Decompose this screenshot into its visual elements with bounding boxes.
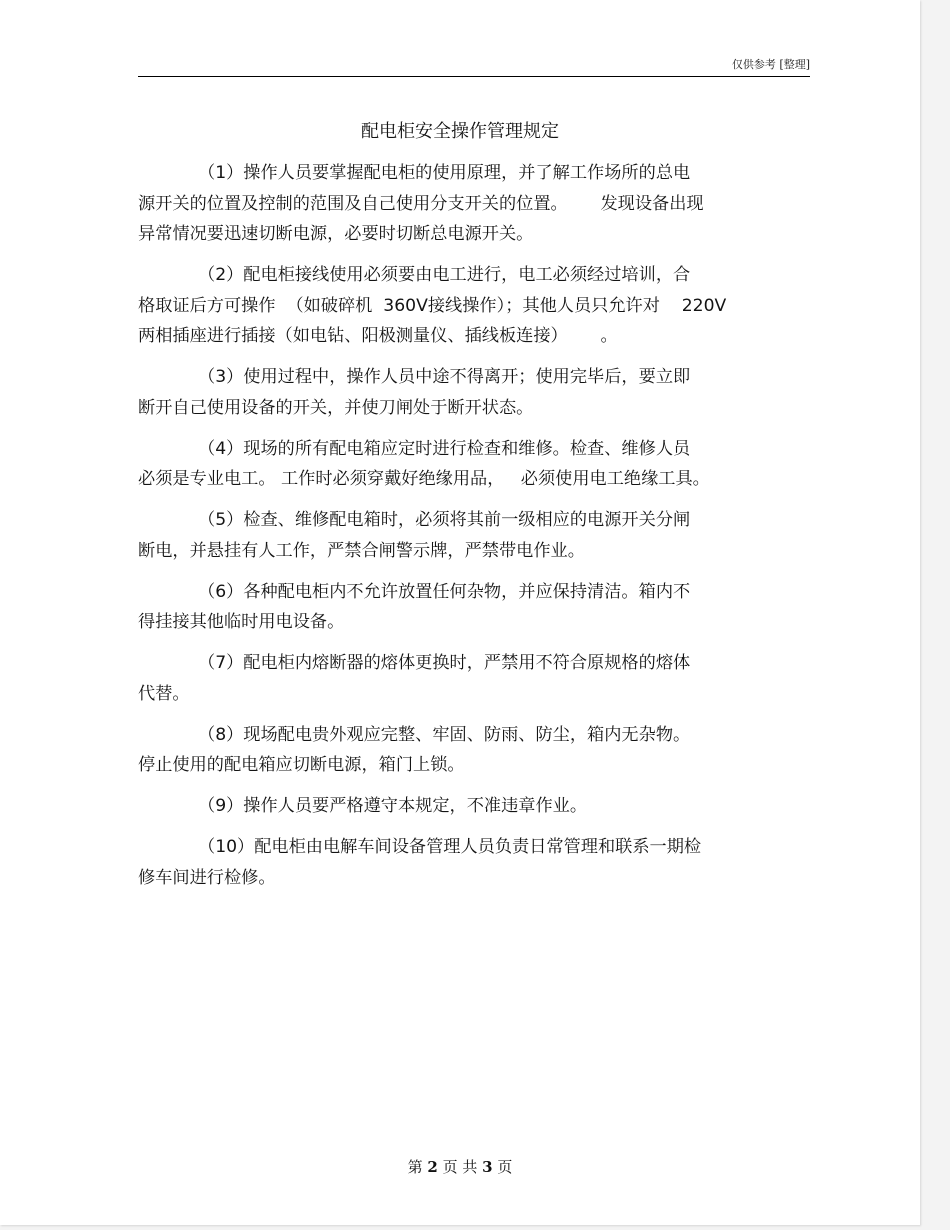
paragraph-gap [138, 822, 818, 832]
header-note: 仅供参考 [整理] [731, 58, 810, 71]
paragraph-line: （9）操作人员要严格遵守本规定，不准违章作业。 [198, 796, 588, 817]
paragraph-1 [138, 158, 818, 250]
paragraph-gap [138, 352, 818, 362]
paragraph-2 [138, 260, 818, 352]
paragraph-5 [138, 505, 818, 566]
paragraph-line: （6）各种配电柜内不允许放置任何杂物，并应保持清洁。箱内不 [198, 581, 691, 602]
paragraph-gap [138, 638, 818, 648]
paragraph-10 [138, 832, 818, 893]
paragraph-line: 源开关的位置及控制的范围及自己使用分支开关的位置。 发现设备出现 [138, 193, 704, 214]
footer-middle: 页 共 [442, 1158, 478, 1176]
paragraph-line: 代替。 [138, 683, 190, 704]
paragraph-line: 异常情况要迅速切断电源，必要时切断总电源开关。 [138, 224, 534, 245]
paragraph-line: （10）配电柜由电解车间设备管理人员负责日常管理和联系一期检 [198, 836, 702, 857]
paragraph-gap [138, 423, 818, 433]
paragraph-line: （8）现场配电贵外观应完整、牢固、防雨、防尘，箱内无杂物。 [198, 724, 691, 745]
paragraph-line: （5）检查、维修配电箱时，必须将其前一级相应的电源开关分闸 [198, 510, 691, 531]
paragraph-line: （2）配电柜接线使用必须要由电工进行，电工必须经过培训，合 [198, 265, 691, 286]
document-body [138, 158, 818, 893]
paragraph-3 [138, 362, 818, 423]
paragraph-line: 格取证后方可操作 （如破碎机 360V接线操作）；其他人员只允许对 220V [138, 295, 727, 316]
paragraph-gap [138, 250, 818, 260]
paragraph-4 [138, 434, 818, 495]
footer-suffix: 页 [497, 1158, 513, 1176]
paragraph-8 [138, 720, 818, 781]
paragraph-line: 两相插座进行插接（如电钻、阳极测量仪、插线板连接） 。 [138, 326, 618, 347]
page-footer [0, 1156, 920, 1177]
paragraph-line: 停止使用的配电箱应切断电源，箱门上锁。 [138, 755, 465, 776]
footer-current-page: 2 [427, 1158, 438, 1176]
paragraph-9 [138, 791, 818, 822]
paragraph-line: （1）操作人员要掌握配电柜的使用原理，并了解工作场所的总电 [198, 163, 691, 183]
paragraph-line: 断电，并悬挂有人工作，严禁合闸警示牌，严禁带电作业。 [138, 540, 585, 561]
paragraph-line: 必须是专业电工。 工作时必须穿戴好绝缘用品， 必须使用电工绝缘工具。 [138, 469, 710, 490]
paragraph-gap [138, 566, 818, 576]
paragraph-7 [138, 648, 818, 709]
paragraph-gap [138, 709, 818, 719]
page-header [138, 56, 810, 77]
paragraph-line: 断开自己使用设备的开关，并使刀闸处于断开状态。 [138, 397, 534, 418]
paragraph-line: （3）使用过程中，操作人员中途不得离开；使用完毕后，要立即 [198, 367, 691, 388]
paragraph-line: （7）配电柜内熔断器的熔体更换时，严禁用不符合原规格的熔体 [198, 653, 691, 674]
document-title: 配电柜安全操作管理规定 [361, 121, 559, 142]
paragraph-gap [138, 781, 818, 791]
footer-prefix: 第 [407, 1158, 423, 1176]
footer-total-pages: 3 [482, 1158, 493, 1176]
paragraph-6 [138, 577, 818, 638]
paragraph-line: 修车间进行检修。 [138, 867, 276, 888]
paragraph-line: 得挂接其他临时用电设备。 [138, 612, 345, 633]
paragraph-gap [138, 495, 818, 505]
paragraph-line: （4）现场的所有配电箱应定时进行检查和维修。检查、维修人员 [198, 438, 691, 459]
